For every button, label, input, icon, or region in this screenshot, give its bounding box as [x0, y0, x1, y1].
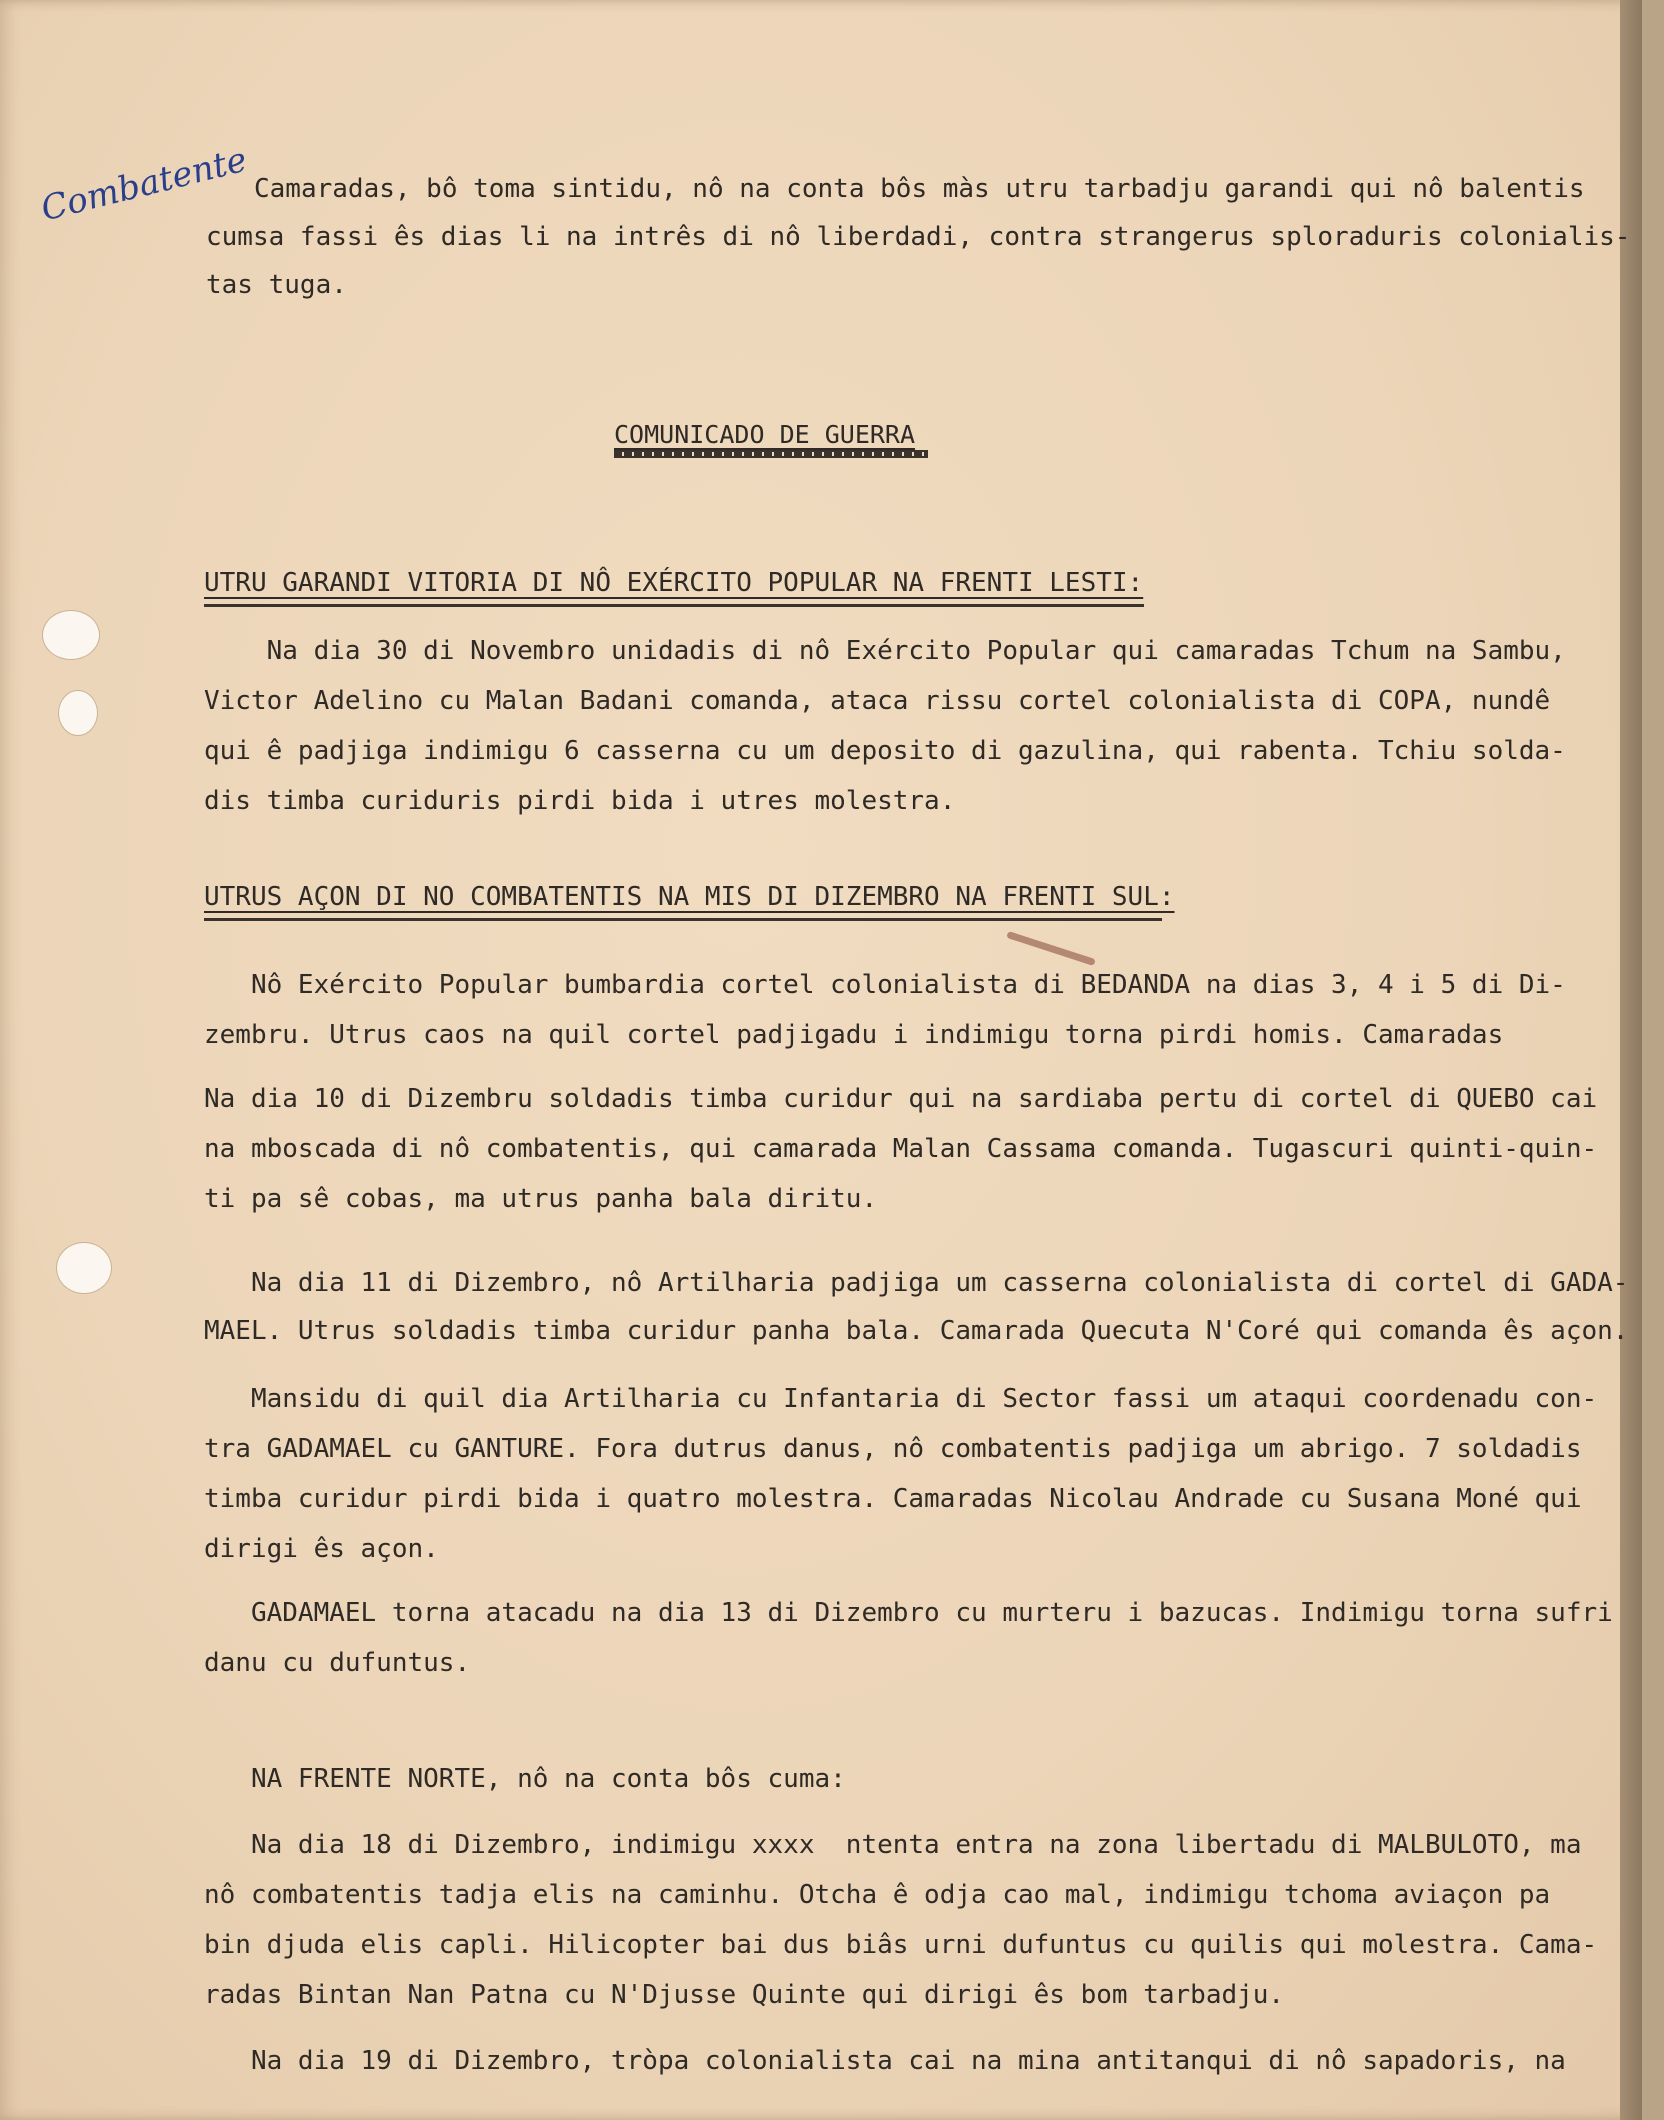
text-line: qui ê padjiga indimigu 6 casserna cu um deposito di gazulina, qui rabenta. Tchiu solda- — [204, 736, 1566, 766]
text-line: Mansidu di quil dia Artilharia cu Infantaria di Sector fassi um ataqui coordenadu con- — [204, 1384, 1598, 1414]
intro-line-3: tas tuga. — [206, 270, 347, 300]
intro-line-2: cumsa fassi ês dias li na intrês di nô liberdadi, contra strangerus sploraduris colonialis- — [206, 222, 1631, 252]
punch-hole-middle — [58, 690, 98, 736]
text-line: MAEL. Utrus soldadis timba curidur panha bala. Camarada Quecuta N'Coré qui comanda ês açon. — [204, 1316, 1629, 1346]
text-line: tra GADAMAEL cu GANTURE. Fora dutrus danus, nô combatentis padjiga um abrigo. 7 soldadis — [204, 1434, 1582, 1464]
text-line: timba curidur pirdi bida i quatro molestra. Camaradas Nicolau Andrade cu Susana Moné qui — [204, 1484, 1582, 1514]
text-line: Na dia 11 di Dizembro, nô Artilharia padjiga um casserna colonialista di cortel di GADA- — [204, 1268, 1629, 1298]
text-line: Na dia 10 di Dizembru soldadis timba curidur qui na sardiaba pertu di cortel di QUEBO cai — [204, 1084, 1598, 1114]
text-line: nô combatentis tadja elis na caminhu. Otcha ê odja cao mal, indimigu tchoma aviaçon pa — [204, 1880, 1551, 1910]
section1-heading: UTRU GARANDI VITORIA DI NÔ EXÉRCITO POPULAR NA FRENTI LESTI: — [204, 568, 1144, 598]
paper-edge-shadow — [1620, 0, 1642, 2120]
title-double-underline — [614, 450, 928, 458]
section1-heading-underline — [204, 604, 1144, 607]
section2-heading: UTRUS AÇON DI NO COMBATENTIS NA MIS DI DIZEMBRO NA FRENTI SUL: — [204, 882, 1175, 912]
text-line: Na dia 19 di Dizembro, tròpa colonialista cai na mina antitanqui di nô sapadoris, na — [204, 2046, 1566, 2076]
text-line: zembru. Utrus caos na quil cortel padjigadu i indimigu torna pirdi homis. Camaradas — [204, 1020, 1504, 1050]
handwritten-margin-note: Combatente — [37, 139, 251, 230]
text-line: Na dia 30 di Novembro unidadis di nô Exército Popular qui camaradas Tchum na Sambu, — [204, 636, 1566, 666]
text-line: ti pa sê cobas, ma utrus panha bala diritu. — [204, 1184, 878, 1214]
text-line: GADAMAEL torna atacadu na dia 13 di Dizembro cu murteru i bazucas. Indimigu torna sufri — [204, 1598, 1613, 1628]
text-line: dis timba curiduris pirdi bida i utres molestra. — [204, 786, 956, 816]
frente-norte-heading: NA FRENTE NORTE, nô na conta bôs cuma: — [204, 1764, 846, 1794]
text-line: Na dia 18 di Dizembro, indimigu xxxx ntenta entra na zona libertadu di MALBULOTO, ma — [204, 1830, 1582, 1860]
punch-hole-bottom — [56, 1242, 112, 1294]
intro-line-1: Camaradas, bô toma sintidu, nô na conta bôs màs utru tarbadju garandi qui nô balentis — [254, 174, 1585, 204]
text-line: bin djuda elis capli. Hilicopter bai dus biâs urni dufuntus cu quilis qui molestra. Cama- — [204, 1930, 1598, 1960]
punch-hole-top — [42, 610, 100, 660]
text-line: Victor Adelino cu Malan Badani comanda, ataca rissu cortel colonialista di COPA, nundê — [204, 686, 1551, 716]
section2-heading-underline — [204, 918, 1162, 921]
text-line: Nô Exército Popular bumbardia cortel colonialista di BEDANDA na dias 3, 4 i 5 di Di- — [204, 970, 1566, 1000]
text-line: dirigi ês açon. — [204, 1534, 439, 1564]
text-line: na mboscada di nô combatentis, qui camarada Malan Cassama comanda. Tugascuri quinti-quin- — [204, 1134, 1598, 1164]
document-title: COMUNICADO DE GUERRA — [614, 420, 916, 449]
text-line: danu cu dufuntus. — [204, 1648, 471, 1678]
text-line: radas Bintan Nan Patna cu N'Djusse Quinte qui dirigi ês bom tarbadju. — [204, 1980, 1285, 2010]
